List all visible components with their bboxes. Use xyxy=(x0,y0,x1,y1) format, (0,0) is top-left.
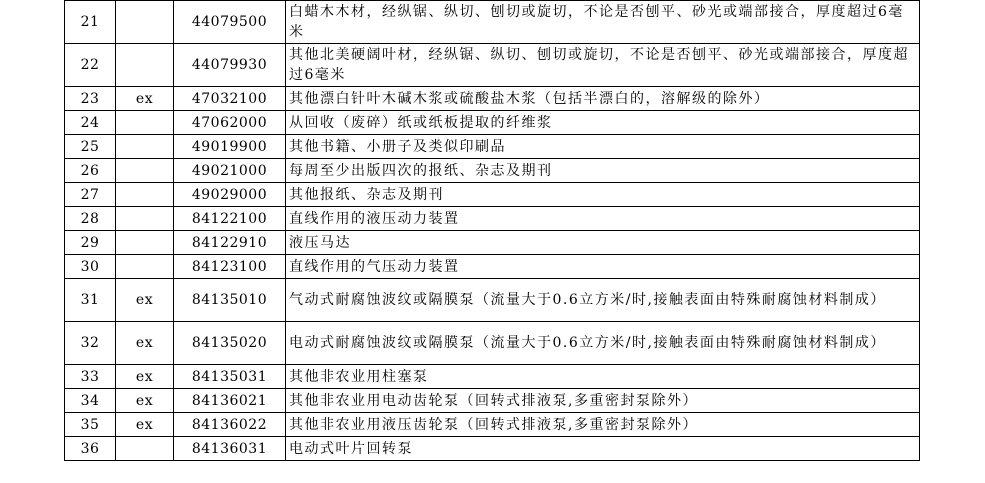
ex-flag: ex xyxy=(116,87,174,111)
item-description: 其他北美硬阔叶材，经纵锯、纵切、刨切或旋切，不论是否刨平、砂光或端部接合，厚度超过6毫米 xyxy=(286,44,920,87)
item-description: 其他书籍、小册子及类似印刷品 xyxy=(286,135,920,159)
item-description: 白蜡木木材，经纵锯、纵切、刨切或旋切，不论是否刨平、砂光或端部接合，厚度超过6毫米 xyxy=(286,1,920,44)
tariff-code: 49021000 xyxy=(174,159,286,183)
item-description: 其他非农业用电动齿轮泵（回转式排液泵,多重密封泵除外） xyxy=(286,389,920,413)
ex-flag: ex xyxy=(116,413,174,437)
table-row xyxy=(65,183,920,207)
table-row xyxy=(65,231,920,255)
item-description: 从回收（废碎）纸或纸板提取的纤维浆 xyxy=(286,111,920,135)
table-row xyxy=(65,111,920,135)
ex-flag xyxy=(116,1,174,44)
item-description: 气动式耐腐蚀波纹或隔膜泵（流量大于0.6立方米/时,接触表面由特殊耐腐蚀材料制成） xyxy=(286,279,920,322)
table-row xyxy=(65,413,920,437)
item-description: 电动式叶片回转泵 xyxy=(286,437,920,461)
tariff-code: 84135010 xyxy=(174,279,286,322)
table-row xyxy=(65,87,920,111)
tariff-code: 84122100 xyxy=(174,207,286,231)
tariff-code: 47032100 xyxy=(174,87,286,111)
row-number: 34 xyxy=(65,389,116,413)
tariff-code: 84135031 xyxy=(174,365,286,389)
item-description: 其他漂白针叶木碱木浆或硫酸盐木浆（包括半漂白的，溶解级的除外） xyxy=(286,87,920,111)
ex-flag xyxy=(116,111,174,135)
row-number: 33 xyxy=(65,365,116,389)
row-number: 27 xyxy=(65,183,116,207)
row-number: 25 xyxy=(65,135,116,159)
ex-flag xyxy=(116,255,174,279)
table-row xyxy=(65,437,920,461)
ex-flag: ex xyxy=(116,389,174,413)
tariff-code: 49029000 xyxy=(174,183,286,207)
table-row xyxy=(65,365,920,389)
ex-flag xyxy=(116,159,174,183)
tariff-code: 84136031 xyxy=(174,437,286,461)
ex-flag: ex xyxy=(116,365,174,389)
item-description: 其他报纸、杂志及期刊 xyxy=(286,183,920,207)
item-description: 电动式耐腐蚀波纹或隔膜泵（流量大于0.6立方米/时,接触表面由特殊耐腐蚀材料制成） xyxy=(286,322,920,365)
row-number: 32 xyxy=(65,322,116,365)
item-description: 每周至少出版四次的报纸、杂志及期刊 xyxy=(286,159,920,183)
table-row xyxy=(65,44,920,87)
item-description: 其他非农业用液压齿轮泵（回转式排液泵,多重密封泵除外） xyxy=(286,413,920,437)
row-number: 31 xyxy=(65,279,116,322)
table-row xyxy=(65,159,920,183)
tariff-code: 84123100 xyxy=(174,255,286,279)
table-row xyxy=(65,389,920,413)
table-row xyxy=(65,1,920,44)
table-body xyxy=(65,1,920,461)
tariff-code: 44079500 xyxy=(174,1,286,44)
tariff-code: 49019900 xyxy=(174,135,286,159)
row-number: 21 xyxy=(65,1,116,44)
ex-flag xyxy=(116,135,174,159)
table-row xyxy=(65,279,920,322)
tariff-code: 47062000 xyxy=(174,111,286,135)
ex-flag xyxy=(116,207,174,231)
row-number: 26 xyxy=(65,159,116,183)
row-number: 29 xyxy=(65,231,116,255)
item-description: 液压马达 xyxy=(286,231,920,255)
table-row xyxy=(65,135,920,159)
ex-flag: ex xyxy=(116,322,174,365)
item-description: 其他非农业用柱塞泵 xyxy=(286,365,920,389)
tariff-code: 44079930 xyxy=(174,44,286,87)
ex-flag xyxy=(116,183,174,207)
ex-flag: ex xyxy=(116,279,174,322)
item-description: 直线作用的液压动力装置 xyxy=(286,207,920,231)
tariff-code: 84122910 xyxy=(174,231,286,255)
tariff-code: 84136022 xyxy=(174,413,286,437)
table-row xyxy=(65,207,920,231)
row-number: 22 xyxy=(65,44,116,87)
row-number: 28 xyxy=(65,207,116,231)
ex-flag xyxy=(116,437,174,461)
item-description: 直线作用的气压动力装置 xyxy=(286,255,920,279)
row-number: 35 xyxy=(65,413,116,437)
table-row xyxy=(65,255,920,279)
ex-flag xyxy=(116,231,174,255)
row-number: 23 xyxy=(65,87,116,111)
tariff-item-table xyxy=(64,0,920,461)
ex-flag xyxy=(116,44,174,87)
row-number: 36 xyxy=(65,437,116,461)
row-number: 24 xyxy=(65,111,116,135)
tariff-code: 84135020 xyxy=(174,322,286,365)
table-row xyxy=(65,322,920,365)
row-number: 30 xyxy=(65,255,116,279)
tariff-code: 84136021 xyxy=(174,389,286,413)
